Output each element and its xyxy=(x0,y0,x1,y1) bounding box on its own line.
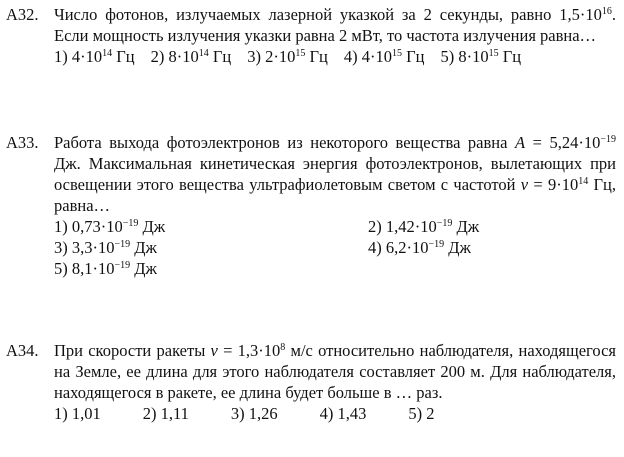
answer-option[interactable]: 1) 1,01 xyxy=(54,404,101,423)
answer-option[interactable]: 3) $3,3\cdot 10^{-19}$ Дж xyxy=(54,238,157,257)
problem-a32 xyxy=(6,4,616,67)
answer-option[interactable]: 5) $8,1\cdot 10^{-19}$ Дж xyxy=(54,259,157,278)
answer-option[interactable]: 4) $4\cdot 10^{15}$ Гц xyxy=(343,47,425,66)
answer-options xyxy=(54,46,616,67)
answer-option[interactable]: 2) 1,11 xyxy=(142,404,189,423)
problem-text: Число фотонов, излучаемых лазерной указкой за 2 секунды, равно $1,5\cdot 10^{16}$. Если мощность излучения указки равна 2 мВт, то частота излучения равна… xyxy=(54,5,616,45)
problem-text: Работа выхода фотоэлектронов из некоторого вещества равна $A = 5,24\cdot 10^{-19}$ Дж. Максимальная кинетическая энергия фотоэлектронов, вылетающих при освещении этого вещества ультрафиолетовым светом с частотой $\nu = 9\cdot 10^{14}$ Гц, равна… xyxy=(54,133,617,215)
problem-a33 xyxy=(6,132,616,279)
answer-options xyxy=(54,403,616,424)
problem-number: А33. xyxy=(6,133,39,152)
answer-option[interactable]: 1) $4\cdot 10^{14}$ Гц xyxy=(54,47,135,66)
answer-options xyxy=(54,216,616,279)
problem-a34 xyxy=(6,340,616,424)
answer-option[interactable]: 2) $1,42\cdot 10^{-19}$ Дж xyxy=(368,217,480,236)
problem-number: А34. xyxy=(6,341,39,360)
answer-option[interactable]: 5) 2 xyxy=(408,404,435,423)
answer-option[interactable]: 2) $8\cdot 10^{14}$ Гц xyxy=(150,47,232,66)
problem-number: А32. xyxy=(6,5,39,24)
answer-option[interactable]: 3) 1,26 xyxy=(230,404,278,423)
answer-option[interactable]: 4) $6,2\cdot 10^{-19}$ Дж xyxy=(368,238,471,257)
answer-option[interactable]: 1) $0,73\cdot 10^{-19}$ Дж xyxy=(54,217,166,236)
problem-text: При скорости ракеты $v = 1,3\cdot 10^8$ м/с относительно наблюдателя, находящегося на Земле, ее длина для этого наблюдателя составляет 200 м. Для наблюдателя, находящегося в ракете, ее длина будет больше в … раз. xyxy=(54,341,616,402)
answer-option[interactable]: 4) 1,43 xyxy=(319,404,367,423)
answer-option[interactable]: 3) $2\cdot 10^{15}$ Гц xyxy=(247,47,328,66)
answer-option[interactable]: 5) $8\cdot 10^{15}$ Гц xyxy=(440,47,522,66)
